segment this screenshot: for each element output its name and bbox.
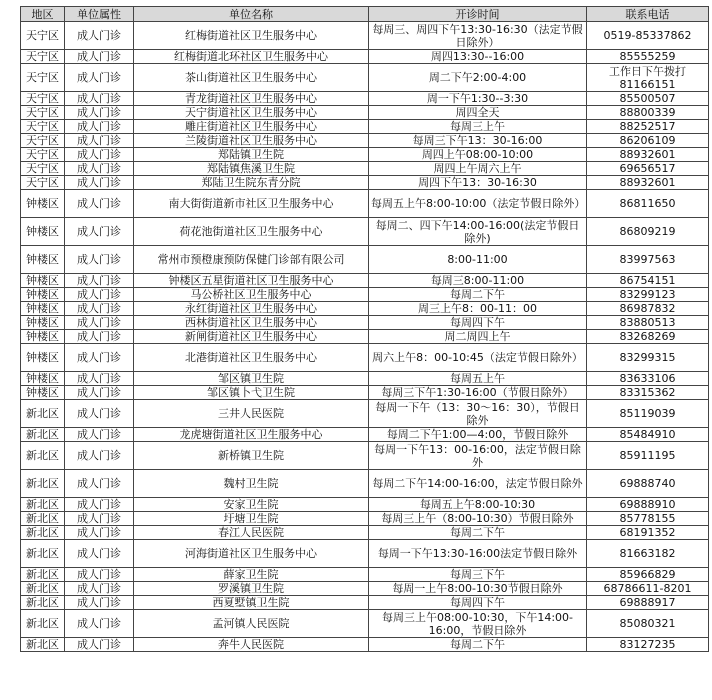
cell-phone: 68786611-8201 — [587, 582, 709, 596]
cell-type: 成人门诊 — [65, 106, 134, 120]
table-row — [21, 302, 709, 316]
cell-type: 成人门诊 — [65, 428, 134, 442]
cell-phone: 85966829 — [587, 568, 709, 582]
cell-district: 新北区 — [21, 540, 65, 568]
cell-name: 马公桥社区卫生服务中心 — [134, 288, 369, 302]
cell-type: 成人门诊 — [65, 498, 134, 512]
table-row — [21, 442, 709, 470]
cell-hours: 每周二、四下午14:00-16:00(法定节假日除外) — [369, 218, 587, 246]
cell-phone: 83299315 — [587, 344, 709, 372]
cell-phone: 工作日下午拨打81166151 — [587, 64, 709, 92]
cell-name: 薛家卫生院 — [134, 568, 369, 582]
table-row — [21, 638, 709, 652]
cell-district: 钟楼区 — [21, 330, 65, 344]
cell-phone: 83299123 — [587, 288, 709, 302]
table-row — [21, 22, 709, 50]
cell-name: 新桥镇卫生院 — [134, 442, 369, 470]
cell-district: 天宁区 — [21, 176, 65, 190]
cell-hours: 每周二下午 — [369, 288, 587, 302]
cell-name: 安家卫生院 — [134, 498, 369, 512]
cell-district: 新北区 — [21, 596, 65, 610]
cell-phone: 85119039 — [587, 400, 709, 428]
header-row — [21, 7, 709, 22]
cell-type: 成人门诊 — [65, 610, 134, 638]
cell-hours: 周一下午1:30--3:30 — [369, 92, 587, 106]
cell-hours: 每周二下午 — [369, 638, 587, 652]
cell-hours: 周三上午8：00-11：00 — [369, 302, 587, 316]
cell-name: 春江人民医院 — [134, 526, 369, 540]
cell-name: 奔牛人民医院 — [134, 638, 369, 652]
cell-name: 圩塘卫生院 — [134, 512, 369, 526]
cell-district: 钟楼区 — [21, 246, 65, 274]
cell-district: 新北区 — [21, 442, 65, 470]
table-row — [21, 344, 709, 372]
header-district: 地区 — [21, 7, 65, 22]
cell-district: 钟楼区 — [21, 316, 65, 330]
cell-district: 天宁区 — [21, 92, 65, 106]
clinic-table — [20, 6, 709, 652]
cell-district: 新北区 — [21, 638, 65, 652]
cell-type: 成人门诊 — [65, 540, 134, 568]
cell-hours: 每周三、周四下午13:30-16:30（法定节假日除外） — [369, 22, 587, 50]
cell-type: 成人门诊 — [65, 344, 134, 372]
cell-phone: 85484910 — [587, 428, 709, 442]
cell-phone: 88252517 — [587, 120, 709, 134]
cell-phone: 88932601 — [587, 148, 709, 162]
cell-district: 天宁区 — [21, 106, 65, 120]
cell-type: 成人门诊 — [65, 288, 134, 302]
cell-type: 成人门诊 — [65, 176, 134, 190]
cell-type: 成人门诊 — [65, 120, 134, 134]
cell-name: 钟楼区五星街道社区卫生服务中心 — [134, 274, 369, 288]
cell-hours: 8:00-11:00 — [369, 246, 587, 274]
cell-type: 成人门诊 — [65, 148, 134, 162]
cell-hours: 每周四下午 — [369, 596, 587, 610]
cell-phone: 86987832 — [587, 302, 709, 316]
cell-phone: 83268269 — [587, 330, 709, 344]
cell-name: 龙虎塘街道社区卫生服务中心 — [134, 428, 369, 442]
table-row — [21, 50, 709, 64]
cell-type: 成人门诊 — [65, 22, 134, 50]
cell-name: 郑陆镇卫生院 — [134, 148, 369, 162]
cell-district: 天宁区 — [21, 134, 65, 148]
table-row — [21, 386, 709, 400]
table-body — [21, 22, 709, 652]
cell-phone: 83127235 — [587, 638, 709, 652]
cell-name: 三井人民医院 — [134, 400, 369, 428]
cell-phone: 86206109 — [587, 134, 709, 148]
cell-name: 青龙街道社区卫生服务中心 — [134, 92, 369, 106]
cell-type: 成人门诊 — [65, 162, 134, 176]
cell-type: 成人门诊 — [65, 302, 134, 316]
cell-district: 新北区 — [21, 512, 65, 526]
cell-district: 钟楼区 — [21, 386, 65, 400]
cell-district: 钟楼区 — [21, 190, 65, 218]
cell-name: 邹区镇卜弋卫生院 — [134, 386, 369, 400]
cell-phone: 69888910 — [587, 498, 709, 512]
cell-hours: 周二下午2:00-4:00 — [369, 64, 587, 92]
cell-district: 新北区 — [21, 610, 65, 638]
cell-type: 成人门诊 — [65, 190, 134, 218]
table-row — [21, 372, 709, 386]
cell-hours: 每周五上午8:00-10:30 — [369, 498, 587, 512]
cell-phone: 81663182 — [587, 540, 709, 568]
cell-type: 成人门诊 — [65, 596, 134, 610]
cell-phone: 85911195 — [587, 442, 709, 470]
cell-hours: 周四全天 — [369, 106, 587, 120]
cell-type: 成人门诊 — [65, 92, 134, 106]
table-row — [21, 176, 709, 190]
cell-type: 成人门诊 — [65, 218, 134, 246]
cell-name: 茶山街道社区卫生服务中心 — [134, 64, 369, 92]
table-row — [21, 512, 709, 526]
cell-name: 魏村卫生院 — [134, 470, 369, 498]
table-row — [21, 610, 709, 638]
cell-type: 成人门诊 — [65, 134, 134, 148]
cell-type: 成人门诊 — [65, 512, 134, 526]
cell-district: 新北区 — [21, 428, 65, 442]
cell-hours: 每周二下午1:00—4:00，节假日除外 — [369, 428, 587, 442]
cell-hours: 每周三上午08:00-10:30，下午14:00-16:00，节假日除外 — [369, 610, 587, 638]
table-row — [21, 428, 709, 442]
cell-hours: 每周三8:00-11:00 — [369, 274, 587, 288]
cell-phone: 83997563 — [587, 246, 709, 274]
table-row — [21, 526, 709, 540]
cell-name: 邹区镇卫生院 — [134, 372, 369, 386]
cell-district: 新北区 — [21, 400, 65, 428]
cell-hours: 每周三下午 — [369, 568, 587, 582]
cell-phone: 88800339 — [587, 106, 709, 120]
cell-district: 天宁区 — [21, 162, 65, 176]
table-row — [21, 274, 709, 288]
table-row — [21, 134, 709, 148]
cell-hours: 每周三下午13：30-16:00 — [369, 134, 587, 148]
cell-type: 成人门诊 — [65, 568, 134, 582]
cell-district: 钟楼区 — [21, 274, 65, 288]
cell-hours: 周四下午13：30-16:30 — [369, 176, 587, 190]
table-row — [21, 120, 709, 134]
cell-district: 钟楼区 — [21, 372, 65, 386]
cell-phone: 0519-85337862 — [587, 22, 709, 50]
cell-hours: 周二周四上午 — [369, 330, 587, 344]
cell-phone: 85080321 — [587, 610, 709, 638]
cell-district: 天宁区 — [21, 22, 65, 50]
table-row — [21, 568, 709, 582]
cell-hours: 每周三下午1:30-16:00（节假日除外） — [369, 386, 587, 400]
table-row — [21, 148, 709, 162]
cell-phone: 83880513 — [587, 316, 709, 330]
table-row — [21, 218, 709, 246]
cell-district: 新北区 — [21, 582, 65, 596]
table-row — [21, 64, 709, 92]
cell-phone: 86811650 — [587, 190, 709, 218]
cell-type: 成人门诊 — [65, 442, 134, 470]
cell-hours: 每周二下午 — [369, 526, 587, 540]
table-row — [21, 470, 709, 498]
cell-name: 罗溪镇卫生院 — [134, 582, 369, 596]
cell-type: 成人门诊 — [65, 316, 134, 330]
table-row — [21, 92, 709, 106]
cell-district: 新北区 — [21, 498, 65, 512]
cell-phone: 86809219 — [587, 218, 709, 246]
table-row — [21, 288, 709, 302]
cell-type: 成人门诊 — [65, 50, 134, 64]
cell-hours: 每周一下午（13：30～16：30），节假日除外 — [369, 400, 587, 428]
table-row — [21, 582, 709, 596]
cell-name: 郑陆卫生院东青分院 — [134, 176, 369, 190]
cell-phone: 85778155 — [587, 512, 709, 526]
table-row — [21, 498, 709, 512]
cell-name: 郑陆镇焦溪卫生院 — [134, 162, 369, 176]
cell-phone: 86754151 — [587, 274, 709, 288]
cell-name: 荷花池街道社区卫生服务中心 — [134, 218, 369, 246]
cell-district: 新北区 — [21, 568, 65, 582]
cell-hours: 每周五上午 — [369, 372, 587, 386]
cell-type: 成人门诊 — [65, 526, 134, 540]
cell-type: 成人门诊 — [65, 470, 134, 498]
table-row — [21, 106, 709, 120]
table-row — [21, 400, 709, 428]
cell-district: 钟楼区 — [21, 288, 65, 302]
cell-district: 钟楼区 — [21, 218, 65, 246]
header-type: 单位属性 — [65, 7, 134, 22]
cell-hours: 每周五上午8:00-10:00（法定节假日除外） — [369, 190, 587, 218]
cell-district: 新北区 — [21, 526, 65, 540]
header-hours: 开诊时间 — [369, 7, 587, 22]
cell-hours: 每周一上午8:00-10:30节假日除外 — [369, 582, 587, 596]
cell-name: 天宁街道社区卫生服务中心 — [134, 106, 369, 120]
cell-district: 天宁区 — [21, 50, 65, 64]
cell-name: 西夏墅镇卫生院 — [134, 596, 369, 610]
cell-name: 红梅街道社区卫生服务中心 — [134, 22, 369, 50]
cell-phone: 85500507 — [587, 92, 709, 106]
cell-phone: 69656517 — [587, 162, 709, 176]
cell-name: 雕庄街道社区卫生服务中心 — [134, 120, 369, 134]
cell-name: 北港街道社区卫生服务中心 — [134, 344, 369, 372]
cell-name: 常州市预橙康预防保健门诊部有限公司 — [134, 246, 369, 274]
cell-type: 成人门诊 — [65, 330, 134, 344]
cell-name: 红梅街道北环社区卫生服务中心 — [134, 50, 369, 64]
cell-type: 成人门诊 — [65, 386, 134, 400]
cell-phone: 85555259 — [587, 50, 709, 64]
table-row — [21, 596, 709, 610]
cell-name: 河海街道社区卫生服务中心 — [134, 540, 369, 568]
table-row — [21, 316, 709, 330]
cell-district: 钟楼区 — [21, 302, 65, 316]
table-row — [21, 246, 709, 274]
cell-name: 西林街道社区卫生服务中心 — [134, 316, 369, 330]
cell-type: 成人门诊 — [65, 582, 134, 596]
cell-phone: 69888917 — [587, 596, 709, 610]
cell-district: 钟楼区 — [21, 344, 65, 372]
cell-name: 孟河镇人民医院 — [134, 610, 369, 638]
table-row — [21, 330, 709, 344]
cell-name: 新闸街道社区卫生服务中心 — [134, 330, 369, 344]
cell-district: 新北区 — [21, 470, 65, 498]
cell-name: 永红街道社区卫生服务中心 — [134, 302, 369, 316]
header-name: 单位名称 — [134, 7, 369, 22]
cell-phone: 83315362 — [587, 386, 709, 400]
cell-phone: 83633106 — [587, 372, 709, 386]
cell-phone: 68191352 — [587, 526, 709, 540]
cell-name: 兰陵街道社区卫生服务中心 — [134, 134, 369, 148]
cell-hours: 周六上午8：00-10:45（法定节假日除外） — [369, 344, 587, 372]
cell-hours: 每周一下午13:30-16:00法定节假日除外 — [369, 540, 587, 568]
cell-name: 南大街街道新市社区卫生服务中心 — [134, 190, 369, 218]
cell-hours: 周四上午周六上午 — [369, 162, 587, 176]
cell-type: 成人门诊 — [65, 246, 134, 274]
cell-hours: 每周三上午 — [369, 120, 587, 134]
cell-hours: 周四13:30--16:00 — [369, 50, 587, 64]
cell-phone: 88932601 — [587, 176, 709, 190]
cell-district: 天宁区 — [21, 148, 65, 162]
cell-district: 天宁区 — [21, 120, 65, 134]
cell-district: 天宁区 — [21, 64, 65, 92]
cell-hours: 每周四下午 — [369, 316, 587, 330]
cell-hours: 每周二下午14:00-16:00，法定节假日除外 — [369, 470, 587, 498]
cell-hours: 每周三上午（8:00-10:30）节假日除外 — [369, 512, 587, 526]
table-row — [21, 162, 709, 176]
cell-hours: 每周一下午13：00-16:00，法定节假日除外 — [369, 442, 587, 470]
cell-hours: 周四上午08:00-10:00 — [369, 148, 587, 162]
cell-phone: 69888740 — [587, 470, 709, 498]
cell-type: 成人门诊 — [65, 400, 134, 428]
cell-type: 成人门诊 — [65, 274, 134, 288]
table-row — [21, 190, 709, 218]
header-phone: 联系电话 — [587, 7, 709, 22]
table-row — [21, 540, 709, 568]
cell-type: 成人门诊 — [65, 372, 134, 386]
cell-type: 成人门诊 — [65, 638, 134, 652]
cell-type: 成人门诊 — [65, 64, 134, 92]
